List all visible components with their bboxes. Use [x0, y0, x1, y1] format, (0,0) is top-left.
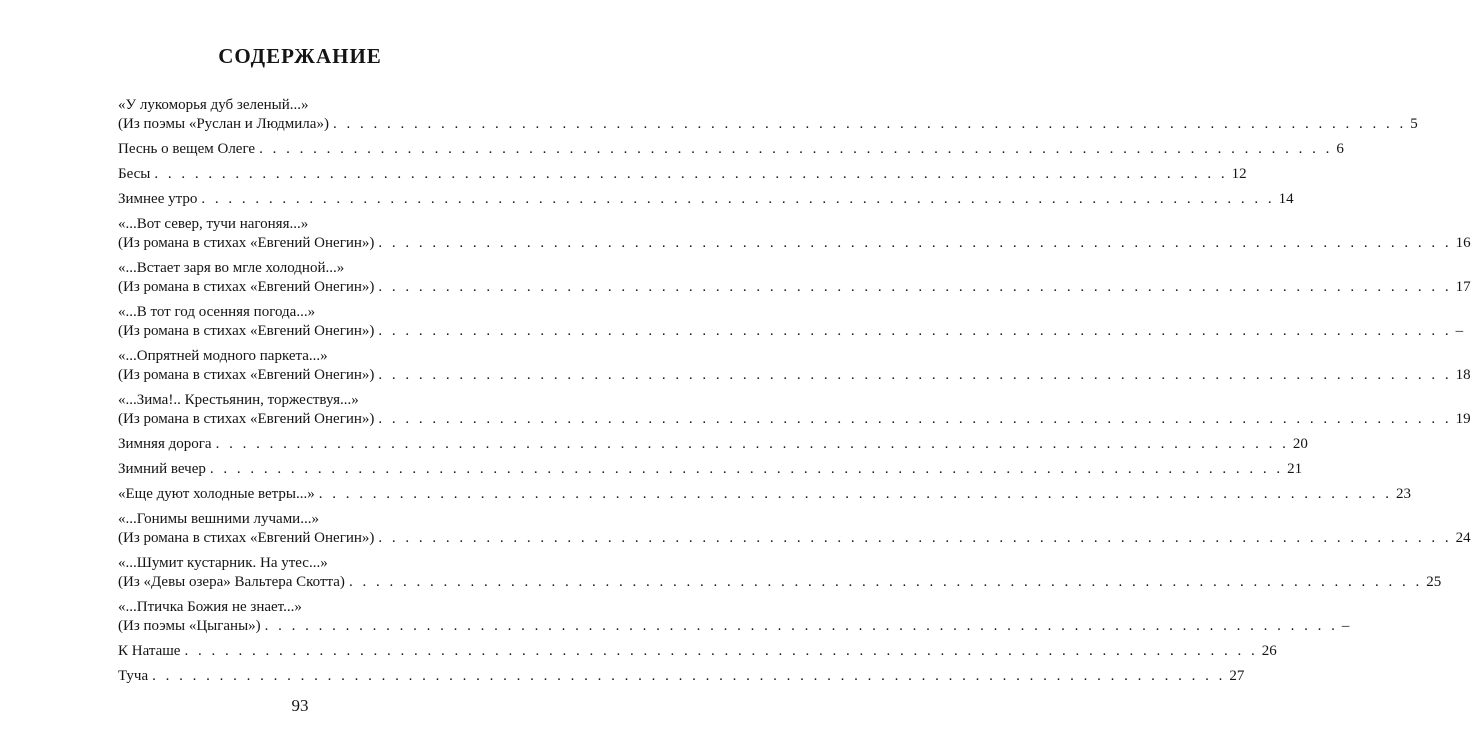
table-of-contents — [118, 96, 1471, 692]
toc-entry[interactable] — [118, 259, 1471, 297]
dot-leader: . . . . . . . . . . . . . . . . . . . . . . . . . . . . . . . . . . . . . . . . . . . . . . . . . . . . . . . . . . . . . . . . . . . . . . . . . . . . . . . . — [378, 235, 1452, 251]
toc-entry-title: (Из романа в стихах «Евгений Онегин») — [118, 279, 375, 295]
toc-entry-row — [118, 460, 1303, 479]
contents-title: СОДЕРЖАНИЕ — [218, 44, 382, 68]
toc-entry-row — [118, 366, 1471, 385]
toc-entry-title: (Из романа в стихах «Евгений Онегин») — [118, 411, 375, 427]
dot-leader: . . . . . . . . . . . . . . . . . . . . . . . . . . . . . . . . . . . . . . . . . . . . . . . . . . . . . . . . . . . . . . . . . . . . . . . . . . . . . . . . — [378, 411, 1452, 427]
toc-entry-title: Туча — [118, 668, 149, 684]
toc-entry-page: 16 — [1455, 235, 1471, 251]
toc-entry-title: Зимний вечер — [118, 461, 206, 477]
toc-entry-first-line: «...Шумит кустарник. На утес...» — [118, 555, 328, 571]
toc-entry[interactable] — [118, 391, 1471, 429]
dot-leader: . . . . . . . . . . . . . . . . . . . . . . . . . . . . . . . . . . . . . . . . . . . . . . . . . . . . . . . . . . . . . . . . . . . . . . . . . . . . . . . . — [152, 668, 1226, 684]
toc-entry-row — [118, 322, 1464, 341]
toc-entry-title: Зимняя дорога — [118, 436, 212, 452]
toc-entry-title: (Из романа в стихах «Евгений Онегин») — [118, 323, 375, 339]
toc-entry-title: Зимнее утро — [118, 191, 198, 207]
toc-entry-title: (Из поэмы «Руслан и Людмила») — [118, 116, 329, 132]
toc-entry-first-line: «...Зима!.. Крестьянин, торжествуя...» — [118, 392, 359, 408]
toc-entry-row — [118, 190, 1294, 209]
toc-entry-first-line: «...Вот север, тучи нагоняя...» — [118, 216, 309, 232]
toc-entry-page: 5 — [1410, 116, 1418, 132]
toc-entry-row — [118, 485, 1411, 504]
toc-entry[interactable] — [118, 598, 1350, 636]
toc-entry-page: 23 — [1395, 486, 1411, 502]
toc-entry-page: 25 — [1426, 574, 1442, 590]
toc-entry-page: 26 — [1261, 643, 1277, 659]
dot-leader: . . . . . . . . . . . . . . . . . . . . . . . . . . . . . . . . . . . . . . . . . . . . . . . . . . . . . . . . . . . . . . . . . . . . . . . . . . . . . . . . — [318, 486, 1392, 502]
toc-entry-page: 21 — [1287, 461, 1303, 477]
toc-entry-first-line: «У лукоморья дуб зеленый...» — [118, 97, 309, 113]
toc-entry-row — [118, 115, 1418, 134]
toc-entry-first-line: «...Гонимы вешними лучами...» — [118, 511, 319, 527]
toc-entry-page: 17 — [1455, 279, 1471, 295]
toc-entry-title: Бесы — [118, 166, 151, 182]
toc-entry[interactable] — [118, 165, 1247, 184]
toc-entry[interactable] — [118, 303, 1464, 341]
toc-entry-title: (Из «Девы озера» Вальтера Скотта) — [118, 574, 345, 590]
toc-entry[interactable] — [118, 485, 1411, 504]
toc-entry-row — [118, 617, 1350, 636]
dot-leader: . . . . . . . . . . . . . . . . . . . . . . . . . . . . . . . . . . . . . . . . . . . . . . . . . . . . . . . . . . . . . . . . . . . . . . . . . . . . . . . . — [332, 116, 1407, 132]
toc-entry[interactable] — [118, 435, 1308, 454]
toc-entry[interactable] — [118, 460, 1303, 479]
toc-entry[interactable] — [118, 667, 1245, 686]
toc-entry[interactable] — [118, 510, 1471, 548]
toc-entry-page: 20 — [1292, 436, 1308, 452]
toc-entry-title: К Наташе — [118, 643, 181, 659]
toc-entry-row — [118, 234, 1471, 253]
toc-entry-page: 18 — [1455, 367, 1471, 383]
toc-entry-first-line: «...В тот год осенняя погода...» — [118, 304, 316, 320]
toc-entry-first-line: «...Опрятней модного паркета...» — [118, 348, 328, 364]
toc-entry-page: 27 — [1229, 668, 1245, 684]
toc-entry-row — [118, 140, 1344, 159]
toc-entry-row — [118, 410, 1471, 429]
toc-entry-row — [118, 435, 1308, 454]
dot-leader: . . . . . . . . . . . . . . . . . . . . . . . . . . . . . . . . . . . . . . . . . . . . . . . . . . . . . . . . . . . . . . . . . . . . . . . . . . . . . . . . — [378, 323, 1452, 339]
dot-leader: . . . . . . . . . . . . . . . . . . . . . . . . . . . . . . . . . . . . . . . . . . . . . . . . . . . . . . . . . . . . . . . . . . . . . . . . . . . . . . . . — [215, 436, 1289, 452]
toc-entry[interactable] — [118, 215, 1471, 253]
toc-entry[interactable] — [118, 347, 1471, 385]
toc-entry-title: (Из поэмы «Цыганы») — [118, 618, 261, 634]
toc-entry-page: 12 — [1231, 166, 1247, 182]
dot-leader: . . . . . . . . . . . . . . . . . . . . . . . . . . . . . . . . . . . . . . . . . . . . . . . . . . . . . . . . . . . . . . . . . . . . . . . . . . . . . . . . — [378, 279, 1452, 295]
toc-entry-page: 24 — [1455, 530, 1471, 546]
toc-entry[interactable] — [118, 96, 1418, 134]
toc-entry-title: Песнь о вещем Олеге — [118, 141, 256, 157]
toc-entry-row — [118, 529, 1471, 548]
toc-entry-first-line: «...Птичка Божия не знает...» — [118, 599, 302, 615]
toc-entry-row — [118, 642, 1277, 661]
toc-entry-title: (Из романа в стихах «Евгений Онегин») — [118, 367, 375, 383]
toc-entry-row — [118, 573, 1442, 592]
dot-leader: . . . . . . . . . . . . . . . . . . . . . . . . . . . . . . . . . . . . . . . . . . . . . . . . . . . . . . . . . . . . . . . . . . . . . . . . . . . . . . . . — [154, 166, 1228, 182]
dot-leader: . . . . . . . . . . . . . . . . . . . . . . . . . . . . . . . . . . . . . . . . . . . . . . . . . . . . . . . . . . . . . . . . . . . . . . . . . . . . . . . . — [259, 141, 1333, 157]
toc-entry[interactable] — [118, 554, 1442, 592]
page-number: 93 — [291, 696, 309, 715]
toc-entry-page: – — [1341, 618, 1350, 634]
dot-leader: . . . . . . . . . . . . . . . . . . . . . . . . . . . . . . . . . . . . . . . . . . . . . . . . . . . . . . . . . . . . . . . . . . . . . . . . . . . . . . . . — [184, 643, 1258, 659]
toc-entry-page: 6 — [1336, 141, 1344, 157]
toc-entry-row — [118, 667, 1245, 686]
toc-entry-page: 14 — [1278, 191, 1294, 207]
dot-leader: . . . . . . . . . . . . . . . . . . . . . . . . . . . . . . . . . . . . . . . . . . . . . . . . . . . . . . . . . . . . . . . . . . . . . . . . . . . . . . . . — [201, 191, 1275, 207]
dot-leader: . . . . . . . . . . . . . . . . . . . . . . . . . . . . . . . . . . . . . . . . . . . . . . . . . . . . . . . . . . . . . . . . . . . . . . . . . . . . . . . . — [378, 530, 1452, 546]
toc-entry-row — [118, 165, 1247, 184]
toc-entry[interactable] — [118, 642, 1277, 661]
dot-leader: . . . . . . . . . . . . . . . . . . . . . . . . . . . . . . . . . . . . . . . . . . . . . . . . . . . . . . . . . . . . . . . . . . . . . . . . . . . . . . . . — [264, 618, 1338, 634]
toc-entry-title: (Из романа в стихах «Евгений Онегин») — [118, 530, 375, 546]
dot-leader: . . . . . . . . . . . . . . . . . . . . . . . . . . . . . . . . . . . . . . . . . . . . . . . . . . . . . . . . . . . . . . . . . . . . . . . . . . . . . . . . — [378, 367, 1452, 383]
toc-entry-first-line: «...Встает заря во мгле холодной...» — [118, 260, 345, 276]
toc-entry-page: – — [1455, 323, 1464, 339]
toc-entry-title: (Из романа в стихах «Евгений Онегин») — [118, 235, 375, 251]
toc-entry[interactable] — [118, 190, 1294, 209]
toc-entry-row — [118, 278, 1471, 297]
toc-entry-title: «Еще дуют холодные ветры...» — [118, 486, 315, 502]
toc-entry[interactable] — [118, 140, 1344, 159]
toc-entry-page: 19 — [1455, 411, 1471, 427]
dot-leader: . . . . . . . . . . . . . . . . . . . . . . . . . . . . . . . . . . . . . . . . . . . . . . . . . . . . . . . . . . . . . . . . . . . . . . . . . . . . . . . . — [209, 461, 1284, 477]
dot-leader: . . . . . . . . . . . . . . . . . . . . . . . . . . . . . . . . . . . . . . . . . . . . . . . . . . . . . . . . . . . . . . . . . . . . . . . . . . . . . . . . — [348, 574, 1423, 590]
